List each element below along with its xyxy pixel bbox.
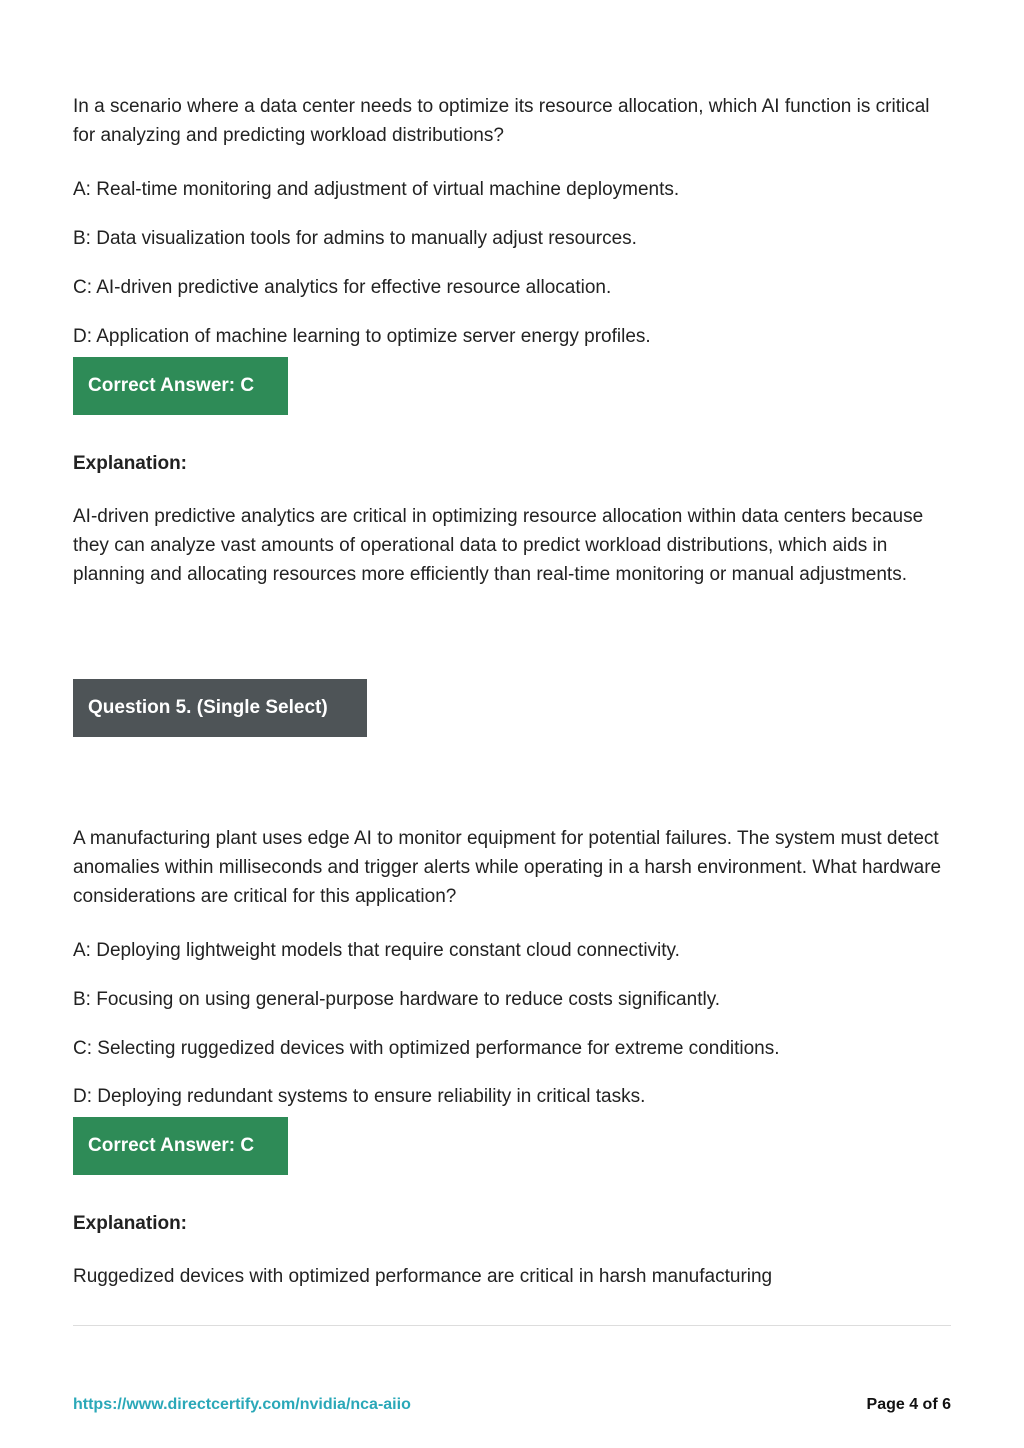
question-5-option-c: C: Selecting ruggedized devices with optimized performance for extreme conditions. — [73, 1038, 780, 1059]
question-5-explanation-text: Ruggedized devices with optimized performance are critical in harsh manufacturing — [73, 1266, 773, 1287]
document-page — [73, 0, 953, 1448]
question-5-explanation-heading: Explanation: — [73, 1213, 188, 1234]
question-5-text: A manufacturing plant uses edge AI to monitor equipment for potential failures. The system must detect anomalies within milliseconds and trigger alerts while operating in a harsh environment. What hardware considerations are critical for this application? — [73, 828, 942, 907]
question-4-option-b: B: Data visualization tools for admins to manually adjust resources. — [73, 228, 637, 249]
question-4-option-a: A: Real-time monitoring and adjustment of virtual machine deployments. — [73, 179, 680, 200]
question-4-option-d: D: Application of machine learning to optimize server energy profiles. — [73, 326, 651, 347]
footer-url-link[interactable]: https://www.directcertify.com/nvidia/nca-aiio — [73, 1396, 411, 1413]
question-4-explanation-text: AI-driven predictive analytics are critical in optimizing resource allocation within data centers because they can analyze vast amounts of operational data to predict workload distributions, which aids in planning and allocating resources more efficiently than real-time monitoring or manual adjustments. — [73, 506, 924, 585]
question-5-option-a: A: Deploying lightweight models that require constant cloud connectivity. — [73, 940, 680, 961]
question-4-text: In a scenario where a data center needs to optimize its resource allocation, which AI function is critical for analyzing and predicting workload distributions? — [73, 96, 930, 146]
question-5-correct-answer-badge: Correct Answer: C — [73, 1117, 288, 1175]
page-number: Page 4 of 6 — [866, 1396, 951, 1413]
question-5-option-d: D: Deploying redundant systems to ensure reliability in critical tasks. — [73, 1086, 646, 1107]
footer-divider — [73, 1325, 951, 1326]
question-4-correct-answer-badge: Correct Answer: C — [73, 357, 288, 415]
question-4-explanation-heading: Explanation: — [73, 453, 188, 474]
question-4-option-c: C: AI-driven predictive analytics for effective resource allocation. — [73, 277, 612, 298]
question-5-option-b: B: Focusing on using general-purpose hardware to reduce costs significantly. — [73, 989, 721, 1010]
question-5-badge: Question 5. (Single Select) — [73, 679, 367, 737]
